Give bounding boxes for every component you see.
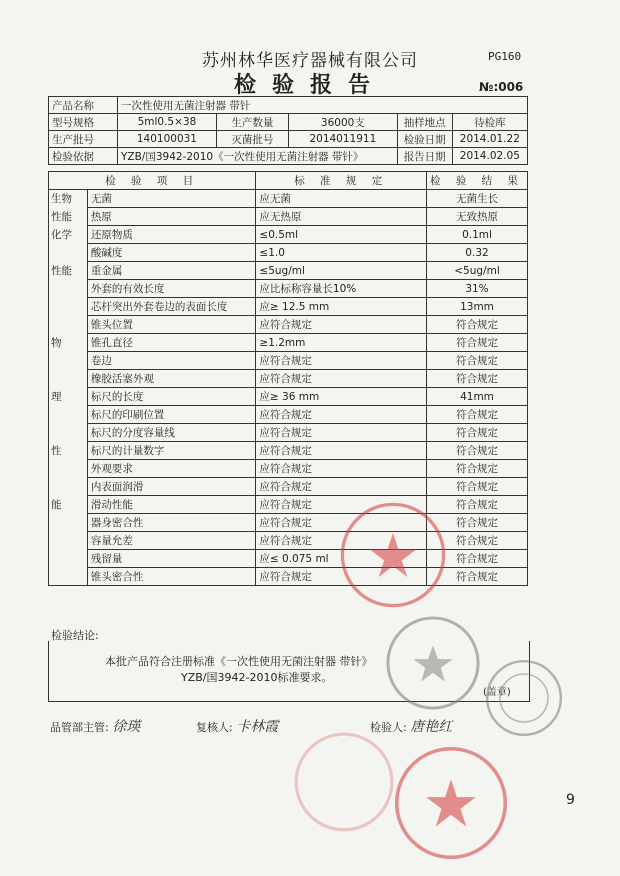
report-title: 检验报告 <box>233 73 386 98</box>
category-label <box>49 316 88 334</box>
column-result: 检 验 结 果 <box>426 172 527 190</box>
form-code: PG160 <box>488 50 522 63</box>
standard-cell: ≤5ug/ml <box>256 262 427 280</box>
result-cell: 符合规定 <box>426 352 527 370</box>
category-label <box>49 406 88 424</box>
item-cell: 器身密合性 <box>87 514 256 532</box>
item-cell: 还原物质 <box>87 226 256 244</box>
table-row <box>49 298 528 316</box>
item-cell: 外套的有效长度 <box>87 280 256 298</box>
item-cell: 标尺的印刷位置 <box>87 406 256 424</box>
table-row <box>49 334 528 352</box>
category-label <box>49 280 88 298</box>
category-label <box>49 532 88 550</box>
company-name: 苏州林华医疗器械有限公司 <box>202 51 418 71</box>
table-row <box>49 568 528 586</box>
table-row <box>49 442 528 460</box>
inspector-name: 唐艳红 <box>410 719 453 735</box>
item-cell: 标尺的计量数字 <box>87 442 256 460</box>
table-row <box>49 514 528 532</box>
item-cell: 无菌 <box>87 190 256 208</box>
standard-cell: 应符合规定 <box>256 352 427 370</box>
standard-cell: 应≥ 12.5 mm <box>256 298 427 316</box>
inspection-seal-icon <box>384 614 482 712</box>
item-cell: 标尺的长度 <box>87 388 256 406</box>
result-cell: 符合规定 <box>426 568 527 586</box>
product-name: 一次性使用无菌注射器 带针 <box>118 97 528 114</box>
standard-cell: 应符合规定 <box>256 514 427 532</box>
result-cell: 符合规定 <box>426 370 527 388</box>
page-number: 9 <box>566 792 575 808</box>
inspector-label: 检验人: <box>370 721 407 734</box>
standard-cell: 应≤ 0.075 ml <box>256 550 427 568</box>
sampling-value: 待检库 <box>452 114 527 131</box>
result-cell: 0.32 <box>426 244 527 262</box>
table-row <box>49 424 528 442</box>
table-row <box>49 550 528 568</box>
category-label <box>49 352 88 370</box>
table-row <box>49 406 528 424</box>
manager-signature <box>50 716 140 736</box>
result-cell: 31% <box>426 280 527 298</box>
conclusion-text-1: 本批产品符合注册标准《一次性使用无菌注射器 带针》 <box>105 655 373 668</box>
table-row <box>49 262 528 280</box>
reviewer-signature <box>196 716 278 736</box>
result-cell: <5ug/ml <box>426 262 527 280</box>
standard-cell: ≥1.2mm <box>256 334 427 352</box>
standard-cell: 应≥ 36 mm <box>256 388 427 406</box>
result-cell: 符合规定 <box>426 442 527 460</box>
stamp-note: (盖章) <box>483 687 511 698</box>
category-label <box>49 424 88 442</box>
result-cell: 无菌生长 <box>426 190 527 208</box>
product-name-label: 产品名称 <box>49 97 118 114</box>
item-cell: 残留量 <box>87 550 256 568</box>
category-label <box>49 460 88 478</box>
report-date-label: 报告日期 <box>397 148 452 165</box>
table-row <box>49 280 528 298</box>
result-cell: 符合规定 <box>426 496 527 514</box>
standard-cell: 应符合规定 <box>256 406 427 424</box>
category-label: 化学 <box>49 226 88 244</box>
steril-value: 2014011911 <box>289 131 398 148</box>
result-cell: 符合规定 <box>426 424 527 442</box>
result-cell: 符合规定 <box>426 478 527 496</box>
company-seal-icon <box>338 500 448 610</box>
model-value: 5ml0.5×38 <box>118 114 217 131</box>
category-label <box>49 370 88 388</box>
standard-cell: 应比标称容量长10% <box>256 280 427 298</box>
category-label <box>49 550 88 568</box>
category-label <box>49 514 88 532</box>
batch-label: 生产批号 <box>49 131 118 148</box>
table-row <box>49 478 528 496</box>
column-item: 检 验 项 目 <box>49 172 256 190</box>
test-date-value: 2014.01.22 <box>452 131 527 148</box>
result-cell: 13mm <box>426 298 527 316</box>
table-row <box>49 460 528 478</box>
reviewer-label: 复核人: <box>196 721 233 734</box>
item-cell: 酸碱度 <box>87 244 256 262</box>
result-cell: 符合规定 <box>426 514 527 532</box>
result-cell: 符合规定 <box>426 550 527 568</box>
category-label: 性能 <box>49 208 88 226</box>
result-cell: 符合规定 <box>426 406 527 424</box>
result-cell: 41mm <box>426 388 527 406</box>
standard-cell: 应无菌 <box>256 190 427 208</box>
result-cell: 符合规定 <box>426 334 527 352</box>
standard-cell: 应符合规定 <box>256 496 427 514</box>
footer-seal-icon <box>392 744 510 862</box>
column-standard: 标 准 规 定 <box>256 172 427 190</box>
stamp-seal-icon <box>484 658 564 738</box>
standard-cell: 应无热原 <box>256 208 427 226</box>
result-cell: 符合规定 <box>426 316 527 334</box>
table-row <box>49 532 528 550</box>
item-cell: 锥孔直径 <box>87 334 256 352</box>
item-cell: 锥头密合性 <box>87 568 256 586</box>
standard-cell: 应符合规定 <box>256 316 427 334</box>
category-label <box>49 298 88 316</box>
item-cell: 内表面润滑 <box>87 478 256 496</box>
item-cell: 橡胶活塞外观 <box>87 370 256 388</box>
standard-cell: 应符合规定 <box>256 532 427 550</box>
standard-cell: ≤0.5ml <box>256 226 427 244</box>
standard-cell: 应符合规定 <box>256 442 427 460</box>
sampling-label: 抽样地点 <box>397 114 452 131</box>
item-cell: 滑动性能 <box>87 496 256 514</box>
item-cell: 芯杆突出外套卷边的表面长度 <box>87 298 256 316</box>
report-date-value: 2014.02.05 <box>452 148 527 165</box>
standard-cell: 应符合规定 <box>256 460 427 478</box>
category-label <box>49 244 88 262</box>
report-number: №:006 <box>479 80 524 94</box>
inspection-table <box>48 171 528 586</box>
category-label: 理 <box>49 388 88 406</box>
conclusion-text-2: YZB/国3942-2010标准要求。 <box>181 671 333 684</box>
category-label: 能 <box>49 496 88 514</box>
table-row <box>49 316 528 334</box>
result-cell: 0.1ml <box>426 226 527 244</box>
item-cell: 重金属 <box>87 262 256 280</box>
test-date-label: 检验日期 <box>397 131 452 148</box>
result-cell: 无致热原 <box>426 208 527 226</box>
table-row <box>49 352 528 370</box>
category-label: 生物 <box>49 190 88 208</box>
reviewer-name: 卡林霞 <box>236 719 279 735</box>
standard-cell: 应符合规定 <box>256 370 427 388</box>
standard-cell: 应符合规定 <box>256 478 427 496</box>
item-cell: 容量允差 <box>87 532 256 550</box>
category-label: 性能 <box>49 262 88 280</box>
conclusion-label: 检验结论: <box>51 629 99 642</box>
steril-label: 灭菌批号 <box>216 131 288 148</box>
table-row <box>49 226 528 244</box>
table-row <box>49 496 528 514</box>
table-header-row <box>49 172 528 190</box>
standard-cell: 应符合规定 <box>256 568 427 586</box>
result-cell: 符合规定 <box>426 460 527 478</box>
item-cell: 卷边 <box>87 352 256 370</box>
table-row <box>49 370 528 388</box>
product-info-table <box>48 96 528 165</box>
category-label <box>49 478 88 496</box>
batch-value: 140100031 <box>118 131 217 148</box>
quantity-label: 生产数量 <box>216 114 288 131</box>
item-cell: 热原 <box>87 208 256 226</box>
table-row <box>49 208 528 226</box>
manager-name: 徐瑛 <box>112 719 141 735</box>
quantity-value: 36000支 <box>289 114 398 131</box>
basis-label: 检验依据 <box>49 148 118 165</box>
standard-cell: ≤1.0 <box>256 244 427 262</box>
table-row <box>49 244 528 262</box>
item-cell: 锥头位置 <box>87 316 256 334</box>
faded-seal-icon <box>292 730 396 834</box>
table-row <box>49 388 528 406</box>
manager-label: 品管部主管: <box>50 721 109 734</box>
table-row <box>49 190 528 208</box>
result-cell: 符合规定 <box>426 532 527 550</box>
item-cell: 外观要求 <box>87 460 256 478</box>
category-label: 物 <box>49 334 88 352</box>
model-label: 型号规格 <box>49 114 118 131</box>
category-label <box>49 568 88 586</box>
basis-value: YZB/国3942-2010《一次性使用无菌注射器 带针》 <box>118 148 398 165</box>
category-label: 性 <box>49 442 88 460</box>
standard-cell: 应符合规定 <box>256 424 427 442</box>
item-cell: 标尺的分度容量线 <box>87 424 256 442</box>
